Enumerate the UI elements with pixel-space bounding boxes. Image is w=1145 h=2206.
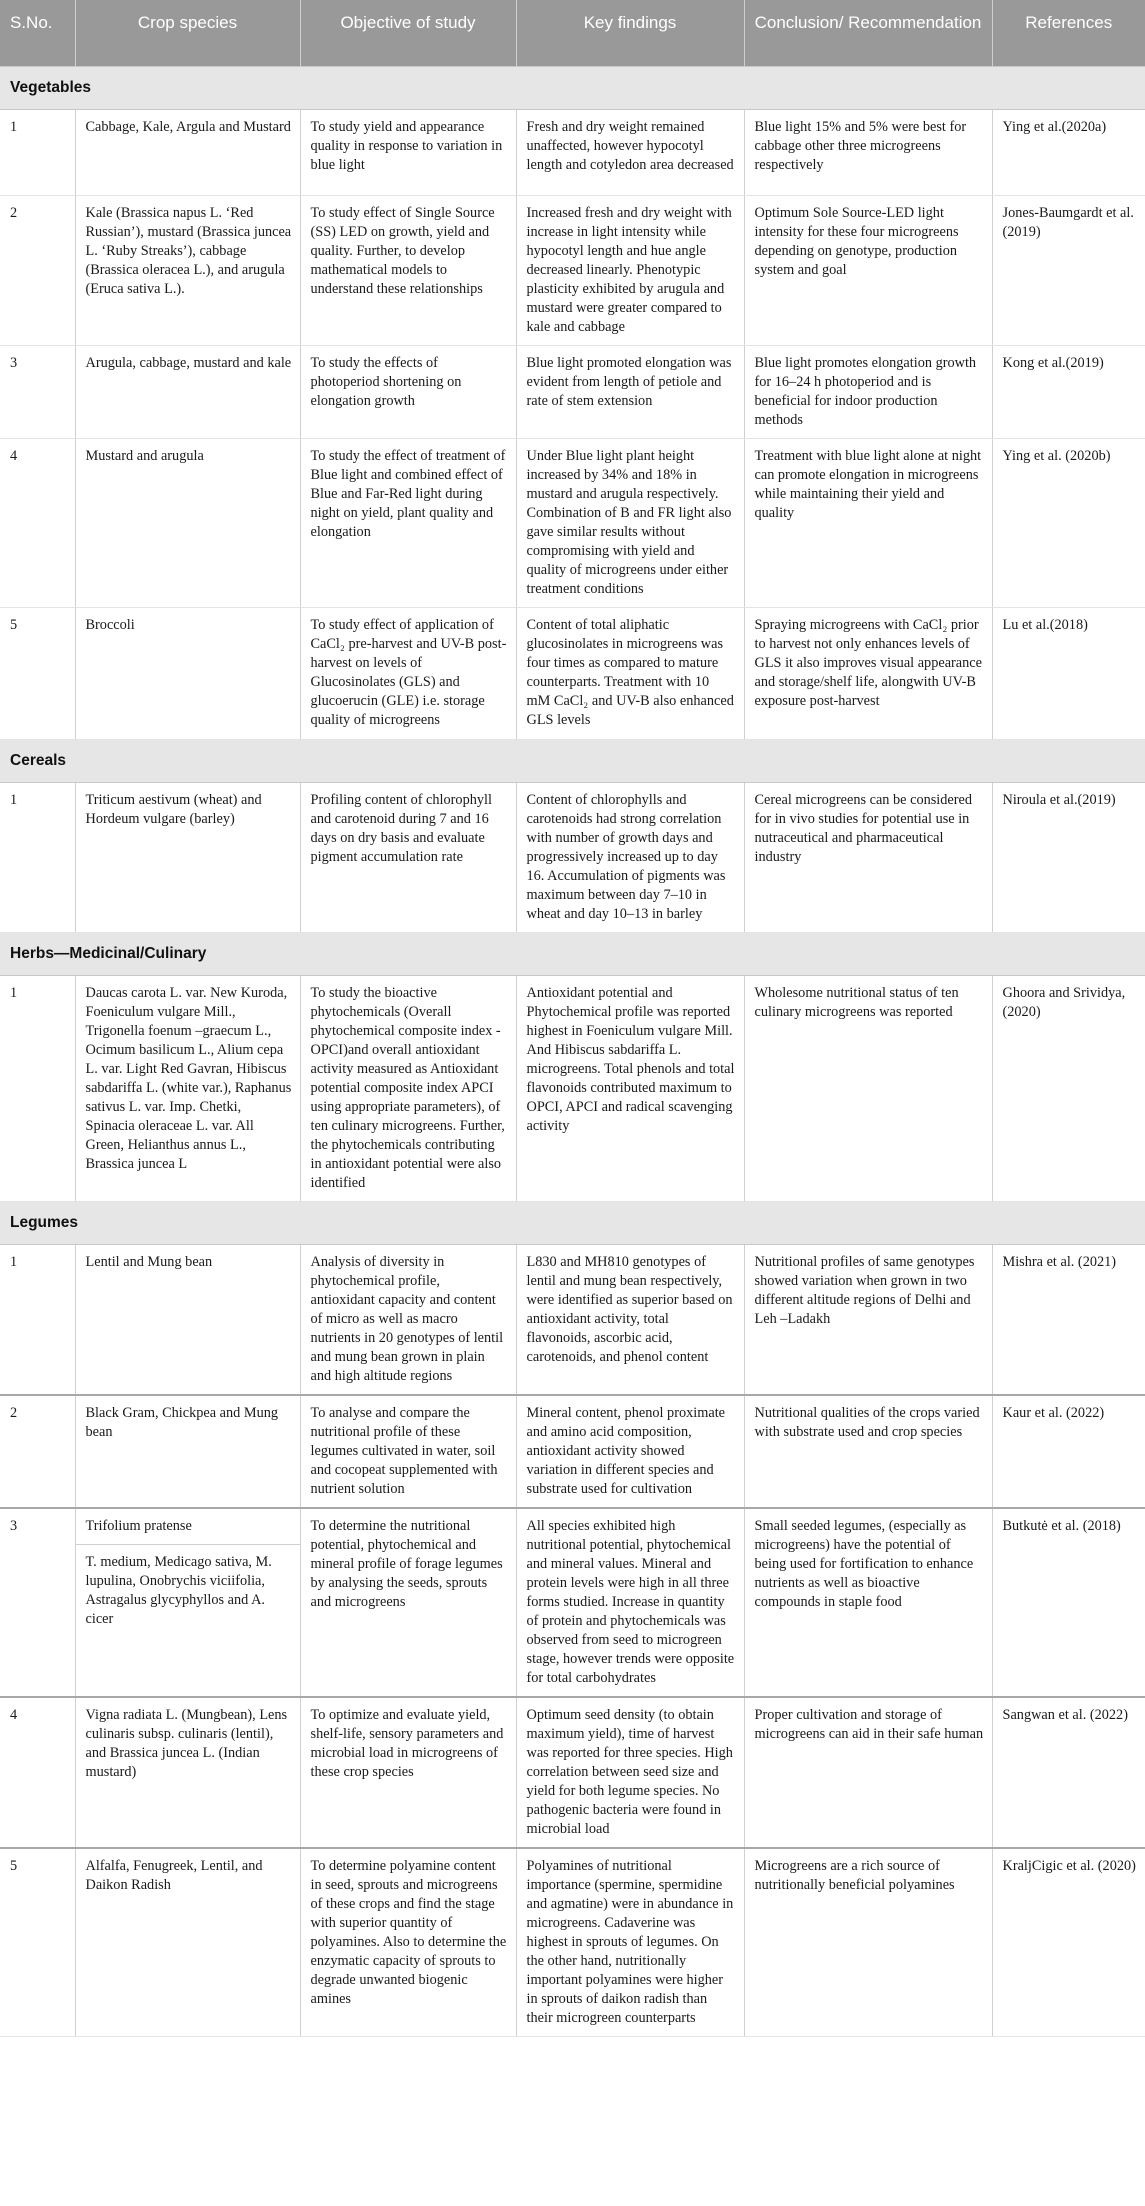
cell-key-findings <box>516 345 744 438</box>
cell-reference-text: Sangwan et al. (2022) <box>1002 1706 1128 1723</box>
cell-conclusion-text: Microgreens are a rich source of nutritionally beneficial polyamines <box>754 1857 955 1893</box>
cell-reference-text: KraljCigic et al. (2020) <box>1002 1857 1136 1874</box>
cell-sno <box>0 1508 75 1697</box>
cell-reference-text: Ying et al.(2020a) <box>1002 118 1107 135</box>
cell-key-findings-text: Polyamines of nutritional importance (spermine, spermidine and agmatine) were in abundance in microgreens. Cadaverine was highest in sprouts of legumes. On the other hand, nutritionally important polyamines were higher in sprouts of daikon radish than their microgreen counterparts <box>526 1857 734 2026</box>
cell-key-findings <box>516 438 744 607</box>
cell-key-findings <box>516 607 744 739</box>
cell-objective-text: Profiling content of chlorophyll and carotenoid during 7 and 16 days on dry basis and evaluate pigment accumulation rate <box>310 791 492 865</box>
cell-sno <box>0 782 75 932</box>
cell-key-findings <box>516 195 744 345</box>
cell-crop-species-text: Lentil and Mung bean <box>85 1253 213 1270</box>
cell-objective <box>300 782 516 932</box>
cell-objective-text: To study yield and appearance quality in response to variation in blue light <box>310 118 503 173</box>
cell-crop-species <box>75 782 300 932</box>
cell-crop-species <box>75 1697 300 1848</box>
section-title: Cereals <box>0 739 1145 782</box>
header-conclusion: Conclusion/ Recommendation <box>744 0 992 66</box>
cell-objective <box>300 438 516 607</box>
cell-sno <box>0 607 75 739</box>
section-title: Legumes <box>0 1201 1145 1244</box>
cell-conclusion-text: Spraying microgreens with CaCl₂ prior to harvest not only enhances levels of GLS it also improves visual appearance and storage/shelf life, alongwith UV-B exposure post-harvest <box>754 616 982 709</box>
cell-conclusion <box>744 782 992 932</box>
cell-sno-text: 1 <box>10 984 18 1001</box>
cell-conclusion-text: Treatment with blue light alone at night can promote elongation in microgreens while maintaining their yield and quality <box>754 447 982 521</box>
cell-reference <box>992 782 1145 932</box>
cell-key-findings <box>516 975 744 1201</box>
header-crop-species: Crop species <box>75 0 300 66</box>
table-row <box>0 438 1145 607</box>
cell-sno <box>0 1697 75 1848</box>
cell-conclusion <box>744 345 992 438</box>
cell-reference <box>992 975 1145 1201</box>
cell-conclusion-text: Small seeded legumes, (especially as microgreens) have the potential of being used for fortification to enhance nutrients as well as bioactive compounds in staple food <box>754 1517 974 1610</box>
cell-reference-text: Jones-Baumgardt et al.(2019) <box>1002 204 1134 240</box>
table-row <box>0 975 1145 1201</box>
cell-conclusion <box>744 607 992 739</box>
cell-key-findings-text: Fresh and dry weight remained unaffected, however hypocotyl length and cotyledon area decreased <box>526 118 734 173</box>
cell-conclusion <box>744 1395 992 1508</box>
cell-conclusion-text: Cereal microgreens can be considered for in vivo studies for potential use in nutraceutical and pharmaceutical industry <box>754 791 973 865</box>
cell-objective <box>300 1244 516 1395</box>
cell-conclusion-text: Proper cultivation and storage of microgreens can aid in their safe human <box>754 1706 984 1742</box>
cell-objective <box>300 1508 516 1697</box>
cell-key-findings <box>516 1697 744 1848</box>
cell-reference <box>992 345 1145 438</box>
cell-sno <box>0 438 75 607</box>
cell-objective <box>300 195 516 345</box>
cell-crop-species-text: Trifolium pratense <box>85 1517 192 1534</box>
cell-crop-species-text: Cabbage, Kale, Argula and Mustard <box>85 118 291 135</box>
cell-crop-species-text: Arugula, cabbage, mustard and kale <box>85 354 292 371</box>
cell-reference-text: Ghoora and Srividya, (2020) <box>1002 984 1126 1020</box>
cell-key-findings-text: Mineral content, phenol proximate and amino acid composition, antioxidant activity showed variation in different species and substrate used for cultivation <box>526 1404 726 1497</box>
cell-conclusion-text: Wholesome nutritional status of ten culinary microgreens was reported <box>754 984 959 1020</box>
cell-crop-species <box>75 1848 300 2037</box>
cell-conclusion <box>744 109 992 195</box>
cell-objective-text: To study the effects of photoperiod shortening on elongation growth <box>310 354 462 409</box>
cell-reference-text: Kaur et al. (2022) <box>1002 1404 1105 1421</box>
cell-objective-text: To determine polyamine content in seed, sprouts and microgreens of these crops and find the stage with superior quantity of polyamines. Also to determine the enzymatic capacity of sprouts to degrade unwanted biogenic amines <box>310 1857 507 2007</box>
cell-objective-text: To optimize and evaluate yield, shelf-life, sensory parameters and microbial load in microgreens of these crop species <box>310 1706 504 1780</box>
cell-conclusion <box>744 975 992 1201</box>
cell-crop-species <box>75 195 300 345</box>
cell-sno <box>0 1848 75 2037</box>
cell-crop-species <box>75 1508 300 1697</box>
table-row <box>0 1508 1145 1697</box>
cell-objective <box>300 607 516 739</box>
cell-reference <box>992 607 1145 739</box>
cell-crop-species <box>75 607 300 739</box>
table-row <box>0 607 1145 739</box>
cell-reference-text: Ying et al. (2020b) <box>1002 447 1111 464</box>
cell-reference <box>992 1395 1145 1508</box>
cell-crop-species-text: Daucas carota L. var. New Kuroda, Foeniculum vulgare Mill., Trigonella foenum –graecum L., Ocimum basilicum L., Alium cepa L. var. Light Red Gavran, Hibiscus sabdariffa L. (white var.), Raphanus sativus L. var. Imp. Chetki, Spinacia oleraceae L. var. All Green, Helianthus annus L., Brassica juncea L <box>85 984 292 1172</box>
cell-sno <box>0 195 75 345</box>
cell-objective <box>300 109 516 195</box>
cell-sno-text: 2 <box>10 204 18 221</box>
cell-reference-text: Lu et al.(2018) <box>1002 616 1088 633</box>
cell-reference <box>992 1848 1145 2037</box>
table-row <box>0 195 1145 345</box>
cell-objective-text: Analysis of diversity in phytochemical profile, antioxidant capacity and content of micro as well as macro nutrients in 20 genotypes of lentil and mung bean grown in plain and high altitude regions <box>310 1253 504 1384</box>
cell-reference <box>992 1697 1145 1848</box>
cell-key-findings-text: Content of total aliphatic glucosinolates in microgreens was four times as compared to mature counterparts. Treatment with 10 mM CaCl₂ and UV-B also enhanced GLS levels <box>526 616 734 728</box>
cell-objective-text: To study effect of Single Source (SS) LED on growth, yield and quality. Further, to develop mathematical models to understand these relationships <box>310 204 495 297</box>
cell-sno-text: 1 <box>10 1253 18 1270</box>
table-row <box>0 1848 1145 2037</box>
cell-crop-species <box>75 109 300 195</box>
header-sno: S.No. <box>0 0 75 66</box>
cell-crop-species-text: Mustard and arugula <box>85 447 204 464</box>
cell-reference <box>992 109 1145 195</box>
cell-conclusion-text: Blue light 15% and 5% were best for cabbage other three microgreens respectively <box>754 118 967 173</box>
cell-sno-text: 2 <box>10 1404 18 1421</box>
cell-crop-species-text: Kale (Brassica napus L. ‘Red Russian’), mustard (Brassica juncea L. ‘Ruby Streaks’), cabbage (Brassica oleracea L.), and arugula (Eruca sativa L.). <box>85 204 292 297</box>
cell-crop-species-extra: T. medium, Medicago sativa, M. lupulina, Onobrychis viciifolia, Astragalus glycyphyllos and A. cicer <box>76 1544 300 1629</box>
cell-reference <box>992 195 1145 345</box>
cell-objective <box>300 1848 516 2037</box>
cell-key-findings <box>516 1508 744 1697</box>
cell-sno <box>0 345 75 438</box>
cell-objective-text: To study the effect of treatment of Blue light and combined effect of Blue and Far-Red light during night on yield, plant quality and elongation <box>310 447 506 540</box>
section-row <box>0 1201 1145 1244</box>
header-references: References <box>992 0 1145 66</box>
table-row <box>0 1697 1145 1848</box>
table-row <box>0 109 1145 195</box>
cell-key-findings <box>516 1848 744 2037</box>
section-row <box>0 932 1145 975</box>
section-title: Vegetables <box>0 66 1145 109</box>
cell-reference-text: Kong et al.(2019) <box>1002 354 1104 371</box>
cell-reference <box>992 438 1145 607</box>
cell-conclusion-text: Nutritional profiles of same genotypes showed variation when grown in two different altitude regions of Delhi and Leh –Ladakh <box>754 1253 975 1327</box>
cell-sno <box>0 1395 75 1508</box>
cell-reference-text: Mishra et al. (2021) <box>1002 1253 1117 1270</box>
cell-key-findings-text: Antioxidant potential and Phytochemical profile was reported highest in Foeniculum vulgare Mill. And Hibiscus sabdariffa L. microgreens. Total phenols and total flavonoids contributed maximum to OPCI, APCI and radical scavenging activity <box>526 984 735 1134</box>
cell-reference <box>992 1244 1145 1395</box>
cell-objective-text: To study effect of application of CaCl₂ pre-harvest and UV-B post-harvest on levels of Glucosinolates (GLS) and glucoerucin (GLE) i.e. storage quality of microgreens <box>310 616 507 728</box>
cell-sno-text: 4 <box>10 1706 18 1723</box>
section-title: Herbs—Medicinal/Culinary <box>0 932 1145 975</box>
cell-sno-text: 3 <box>10 1517 18 1534</box>
cell-key-findings <box>516 782 744 932</box>
cell-conclusion <box>744 1508 992 1697</box>
cell-conclusion-text: Optimum Sole Source-LED light intensity for these four microgreens depending on genotype, production system and goal <box>754 204 959 278</box>
cell-sno-text: 1 <box>10 118 18 135</box>
cell-objective <box>300 345 516 438</box>
cell-crop-species-text: Alfalfa, Fenugreek, Lentil, and Daikon Radish <box>85 1857 263 1893</box>
table-row <box>0 1244 1145 1395</box>
cell-key-findings-text: Optimum seed density (to obtain maximum yield), time of harvest was reported for three species. High correlation between seed size and yield for both legume species. No pathogenic bacteria were found in microbial load <box>526 1706 733 1837</box>
cell-crop-species <box>75 1395 300 1508</box>
cell-sno-text: 5 <box>10 616 18 633</box>
cell-reference <box>992 1508 1145 1697</box>
table-row <box>0 345 1145 438</box>
cell-key-findings-text: Under Blue light plant height increased by 34% and 18% in mustard and arugula respectively. Combination of B and FR light also gave similar results without compromising with yield and quality of microgreens under either treatment conditions <box>526 447 732 597</box>
cell-sno-text: 3 <box>10 354 18 371</box>
cell-crop-species-text: Black Gram, Chickpea and Mung bean <box>85 1404 279 1440</box>
cell-conclusion-text: Nutritional qualities of the crops varied with substrate used and crop species <box>754 1404 980 1440</box>
cell-sno-text: 1 <box>10 791 18 808</box>
cell-conclusion <box>744 438 992 607</box>
cell-conclusion <box>744 1848 992 2037</box>
cell-crop-species-text: Broccoli <box>85 616 135 633</box>
cell-sno <box>0 109 75 195</box>
cell-objective <box>300 1697 516 1848</box>
cell-crop-species <box>75 975 300 1201</box>
cell-key-findings <box>516 1244 744 1395</box>
cell-reference-text: Butkutė et al. (2018) <box>1002 1517 1121 1534</box>
cell-key-findings-text: L830 and MH810 genotypes of lentil and mung bean respectively, were identified as superior based on antioxidant activity, total flavonoids, ascorbic acid, carotenoids, and phenol content <box>526 1253 733 1365</box>
table-row <box>0 1395 1145 1508</box>
cell-key-findings-text: All species exhibited high nutritional potential, phytochemical and mineral values. Mineral and protein levels were high in all three forms studied. Increase in quantity of protein and phytochemicals was observed from seed to microgreen stage, however trends were opposite for total carbohydrates <box>526 1517 735 1686</box>
table-header <box>0 0 1145 66</box>
cell-key-findings <box>516 1395 744 1508</box>
section-row <box>0 739 1145 782</box>
header-key-findings: Key findings <box>516 0 744 66</box>
cell-key-findings <box>516 109 744 195</box>
cell-key-findings-text: Increased fresh and dry weight with increase in light intensity while hypocotyl length and hue angle decreased linearly. Phenotypic plasticity exhibited by arugula and mustard were greater compared to kale and cabbage <box>526 204 732 335</box>
cell-crop-species <box>75 1244 300 1395</box>
cell-crop-species-text: Vigna radiata L. (Mungbean), Lens culinaris subsp. culinaris (lentil), and Brassica juncea L. (Indian mustard) <box>85 1706 288 1780</box>
section-row <box>0 66 1145 109</box>
cell-conclusion <box>744 1244 992 1395</box>
cell-sno-text: 4 <box>10 447 18 464</box>
cell-objective-text: To study the bioactive phytochemicals (Overall phytochemical composite index -OPCI)and overall antioxidant activity measured as Antioxidant potential composite index APCI using appropriate parameters), of ten culinary microgreens. Further, the phytochemicals contributing in antioxidant potential were also identified <box>310 984 505 1191</box>
cell-conclusion <box>744 195 992 345</box>
header-objective: Objective of study <box>300 0 516 66</box>
cell-conclusion-text: Blue light promotes elongation growth for 16–24 h photoperiod and is beneficial for indoor production methods <box>754 354 977 428</box>
cell-conclusion <box>744 1697 992 1848</box>
cell-objective-text: To determine the nutritional potential, phytochemical and mineral profile of forage legumes by analysing the seeds, sprouts and microgreens <box>310 1517 503 1610</box>
cell-sno <box>0 1244 75 1395</box>
table-row <box>0 782 1145 932</box>
cell-objective <box>300 1395 516 1508</box>
cell-sno-text: 5 <box>10 1857 18 1874</box>
cell-key-findings-text: Blue light promoted elongation was evident from length of petiole and rate of stem extension <box>526 354 732 409</box>
cell-reference-text: Niroula et al.(2019) <box>1002 791 1116 808</box>
cell-objective-text: To analyse and compare the nutritional profile of these legumes cultivated in water, soil and cocopeat supplemented with nutrient solution <box>310 1404 498 1497</box>
cell-objective <box>300 975 516 1201</box>
cell-sno <box>0 975 75 1201</box>
cell-crop-species <box>75 345 300 438</box>
cell-crop-species <box>75 438 300 607</box>
cell-key-findings-text: Content of chlorophylls and carotenoids had strong correlation with number of growth days and progressively increased up to day 16. Accumulation of pigments was maximum between day 7–10 in wheat and day 10–13 in barley <box>526 791 726 922</box>
cell-crop-species-text: Triticum aestivum (wheat) and Hordeum vulgare (barley) <box>85 791 262 827</box>
